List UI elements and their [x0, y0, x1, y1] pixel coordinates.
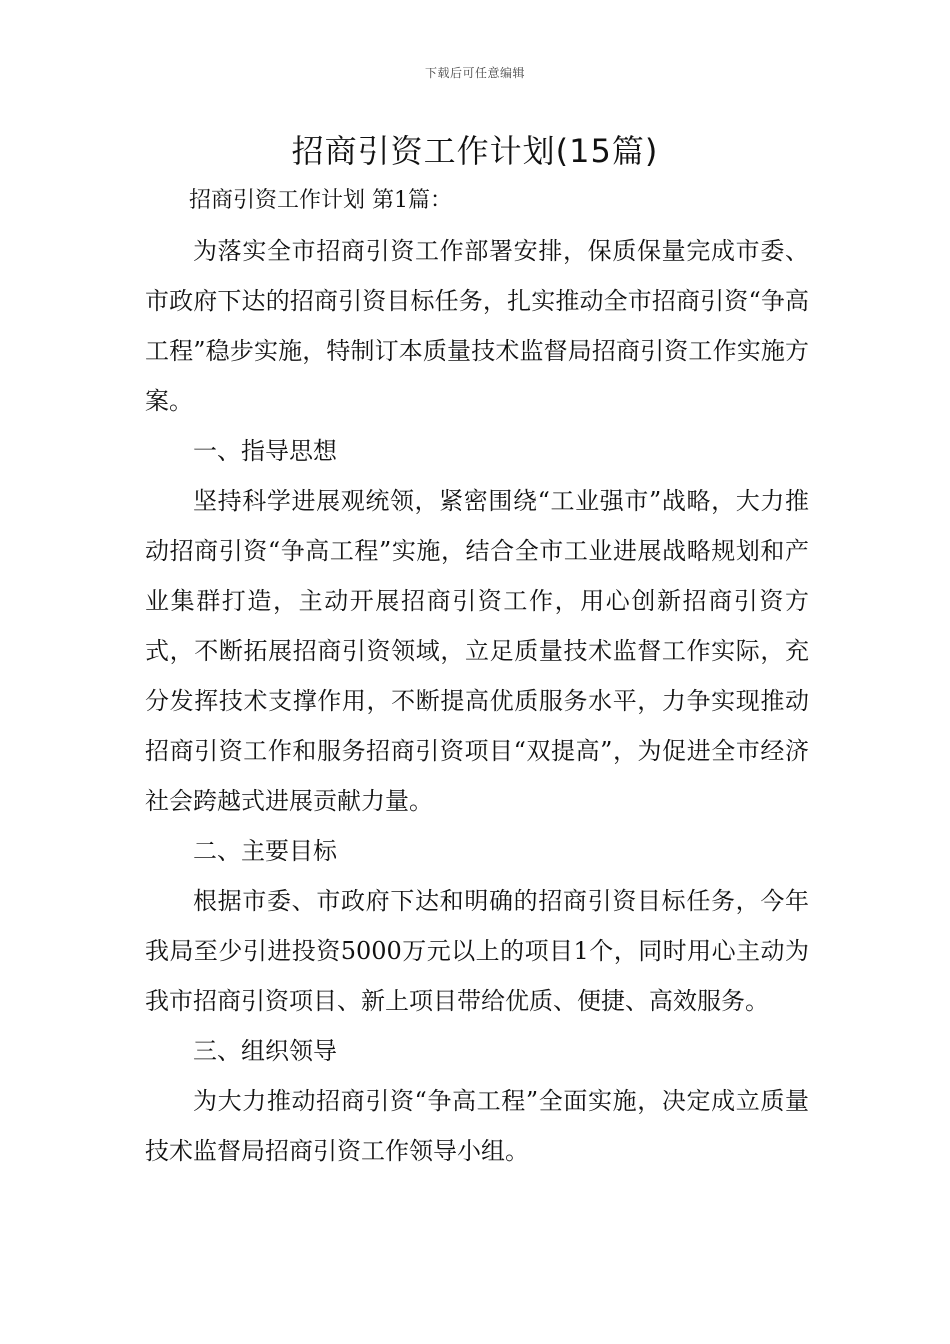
heading-guiding-ideology: 一、指导思想 — [193, 437, 337, 465]
document-title: 招商引资工作计划(15篇) — [291, 132, 659, 170]
header-note: 下载后可任意编辑 — [424, 66, 525, 80]
paragraph-intro: 为落实全市招商引资工作部署安排，保质保量完成市委、市政府下达的招商引资目标任务，扎实推动全市招商引资“争高工程”稳步实施，特制订本质量技术监督局招商引资工作实施方案。 — [145, 237, 809, 415]
paragraph-guiding-ideology: 坚持科学进展观统领，紧密围绕“工业强市”战略，大力推动招商引资“争高工程”实施，结合全市工业进展战略规划和产业集群打造，主动开展招商引资工作，用心创新招商引资方式，不断拓展招商引资领域，立足质量技术监督工作实际，充分发挥技术支撑作用，不断提高优质服务水平，力争实现推动招商引资工作和服务招商引资项目“双提高”，为促进全市经济社会跨越式进展贡献力量。 — [145, 487, 809, 815]
section-subtitle: 招商引资工作计划 第1篇： — [189, 188, 452, 213]
heading-main-goals: 二、主要目标 — [193, 837, 337, 865]
document-body — [145, 180, 809, 1176]
paragraph-main-goals: 根据市委、市政府下达和明确的招商引资目标任务，今年我局至少引进投资5000万元以上的项目1个，同时用心主动为我市招商引资项目、新上项目带给优质、便捷、高效服务。 — [145, 887, 809, 1015]
paragraph-organization: 为大力推动招商引资“争高工程”全面实施，决定成立质量技术监督局招商引资工作领导小组。 — [145, 1087, 809, 1165]
heading-organization: 三、组织领导 — [193, 1037, 337, 1065]
